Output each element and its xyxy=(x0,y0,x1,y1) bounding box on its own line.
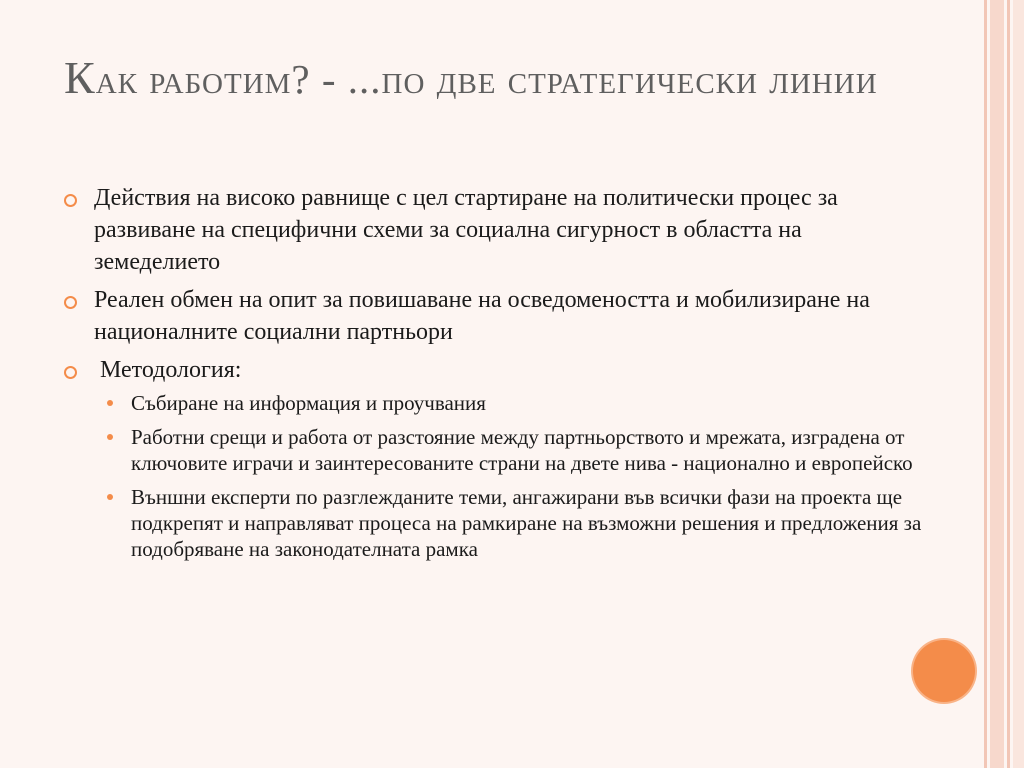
sub-bullet-item xyxy=(99,484,922,562)
bullet-item xyxy=(62,284,922,348)
sub-bullet-item xyxy=(99,424,922,476)
decorative-stripe xyxy=(990,0,1004,768)
ring-bullet-icon xyxy=(64,366,77,379)
dot-bullet-icon xyxy=(107,434,113,440)
bullet-list xyxy=(62,182,922,562)
title-text: ак работим? - ...по две стратегически линии xyxy=(95,56,878,102)
sub-bullet-text: Събиране на информация и проучвания xyxy=(131,391,486,415)
bullet-text: Методология: xyxy=(94,357,242,383)
sub-bullet-item xyxy=(99,390,922,416)
bullet-item xyxy=(62,354,922,562)
decorative-stripe xyxy=(1007,0,1010,768)
decorative-stripe xyxy=(1013,0,1024,768)
title-first-letter: К xyxy=(64,52,96,103)
slide-title xyxy=(64,52,964,105)
ring-bullet-icon xyxy=(64,194,77,207)
decorative-stripe xyxy=(984,0,987,768)
sub-bullet-list xyxy=(99,390,922,562)
ring-bullet-icon xyxy=(64,296,77,309)
slide-body xyxy=(62,182,922,570)
bullet-item xyxy=(62,182,922,278)
bullet-text: Реален обмен на опит за повишаване на осведомеността и мобилизиране на националните социални партньори xyxy=(94,287,870,345)
dot-bullet-icon xyxy=(107,400,113,406)
decorative-circle xyxy=(913,640,975,702)
dot-bullet-icon xyxy=(107,494,113,500)
bullet-text: Действия на високо равнище с цел стартиране на политически процес за развиване на специфични схеми за социална сигурност в областта на земеделието xyxy=(94,185,838,275)
sub-bullet-text: Външни експерти по разглежданите теми, ангажирани във всички фази на проекта ще подкрепят и направляват процеса на рамкиране на възможни решения и предложения за подобряване на законодателната рамка xyxy=(131,485,922,561)
sub-bullet-text: Работни срещи и работа от разстояние между партньорството и мрежата, изградена от ключовите играчи и заинтересованите страни на двете нива - национално и европейско xyxy=(131,425,913,475)
